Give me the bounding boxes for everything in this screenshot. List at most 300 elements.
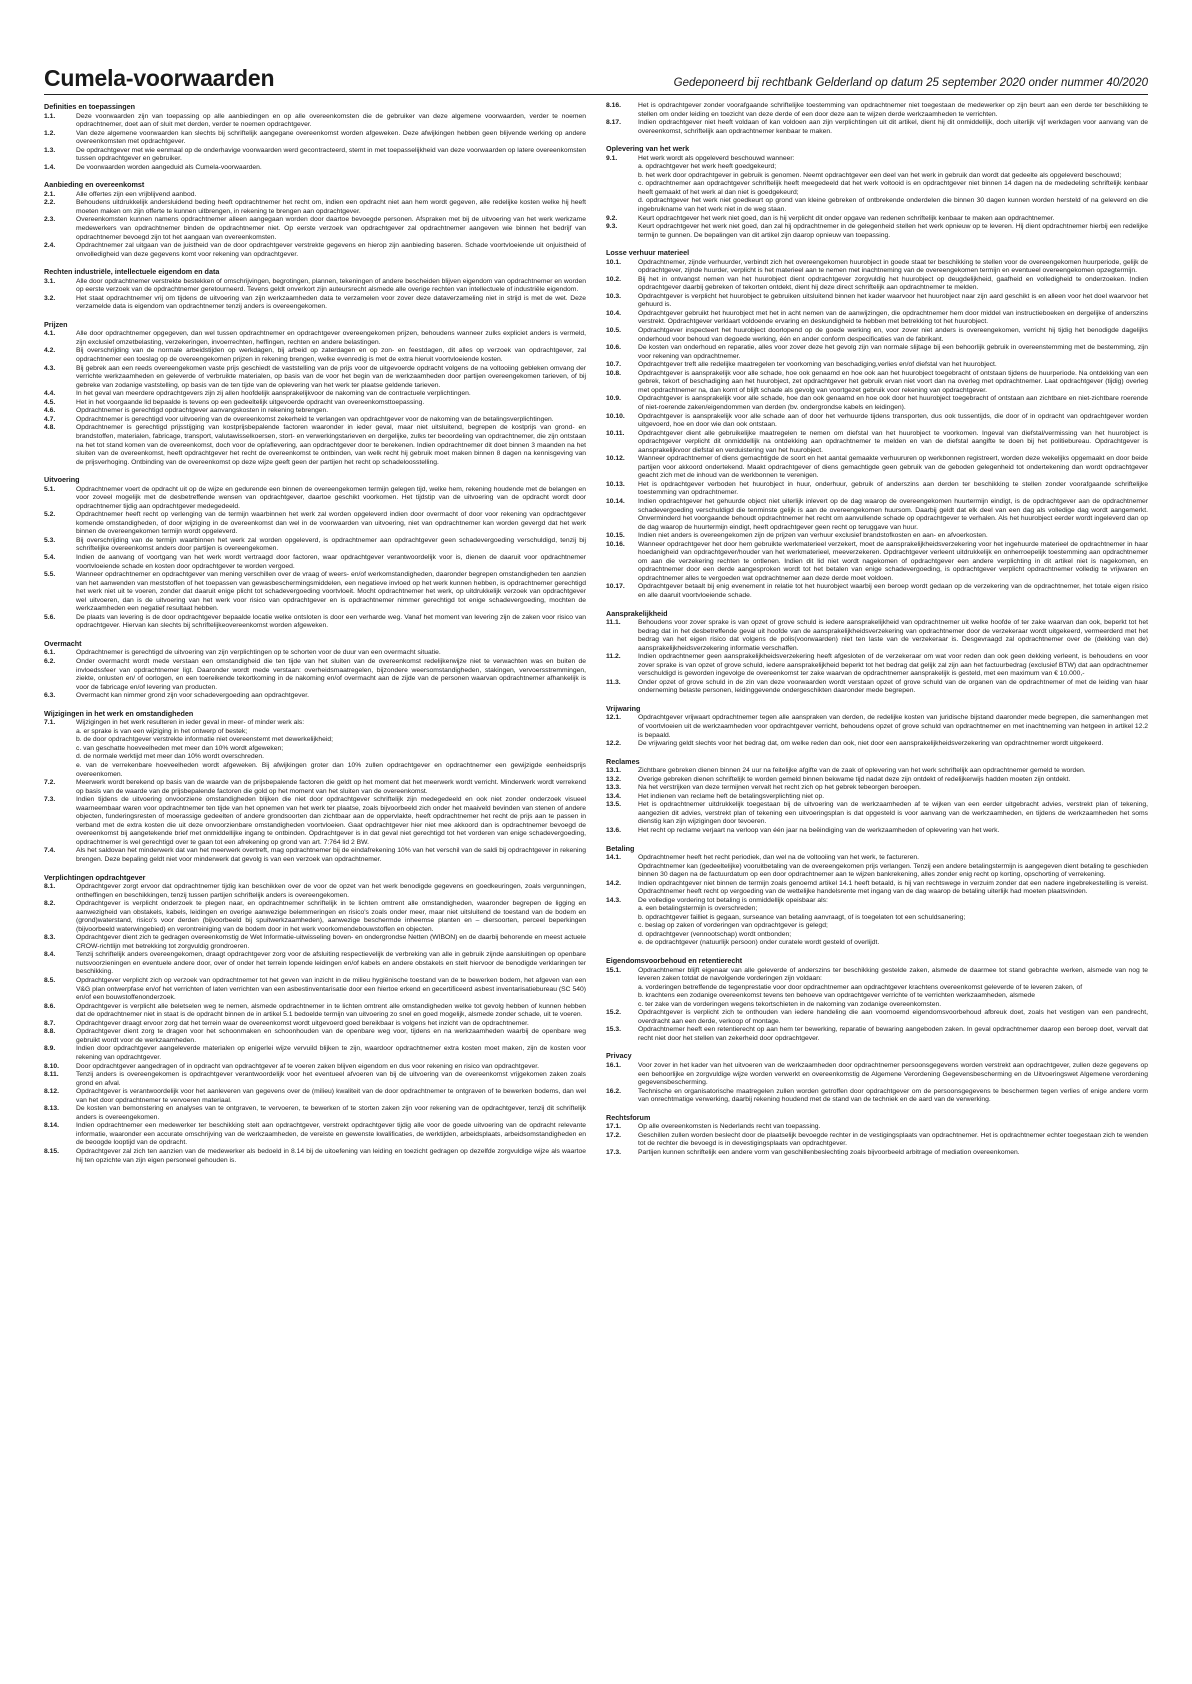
section bbox=[606, 956, 1148, 1043]
section bbox=[606, 102, 1148, 136]
article-number: 1.1. bbox=[44, 112, 56, 120]
article-number: 10.7. bbox=[606, 361, 622, 369]
article-number: 13.4. bbox=[606, 792, 622, 800]
article-body bbox=[76, 1045, 586, 1062]
article-body bbox=[638, 223, 1148, 240]
article-text: Opdrachtgever is verplicht zich te onthouden van iedere handeling die aan voornoemd eigendomsvoorbehoud afbreuk doet, zoals het vestigen van een pandrecht, overdracht aan een derde, verkoop of montage. bbox=[638, 1009, 1148, 1025]
article-text: Indien door opdrachtgever aangeleverde materialen op enigerlei wijze vervuild blijken te zijn, waardoor opdrachtnemer extra kosten moet maken, zijn de kosten voor rekening van opdrachtgever. bbox=[76, 1045, 586, 1061]
content-columns bbox=[44, 102, 1148, 1674]
article-text: Opdrachtgever gebruikt het huurobject met het in acht nemen van de aanwijzingen, die opdrachtnemer hem door middel van instructieboeken en dergelijke of anderszins verstrekt. Opdrachtgever verklaart voldoende ervaring en deskundigheid te hebben met betrekking tot het huurobject. bbox=[638, 309, 1148, 326]
article bbox=[606, 1088, 1148, 1105]
article bbox=[44, 424, 586, 467]
article-body bbox=[76, 390, 586, 399]
section-title: Wijzigingen in het werk en omstandigheden bbox=[44, 708, 194, 718]
article-number: 10.10. bbox=[606, 412, 625, 420]
article bbox=[606, 1149, 1148, 1158]
article-number: 8.11. bbox=[44, 1071, 59, 1079]
article-number: 4.6. bbox=[44, 407, 56, 415]
article-text: Meerwerk wordt berekend op basis van de waarde van de prijsbepalende factoren die geldt op het moment dat het meerwerk wordt verricht. Minderwerk wordt verrekend op basis van de waarde van de prijsbepalende factoren die gold op het moment van het sluiten van de overeenkomst. bbox=[76, 779, 586, 795]
section-title: Definities en toepassingen bbox=[44, 102, 136, 111]
article-text: Wanneer opdrachtgever het door hem gebruikte werkmaterieel verzekert, moet de aansprakelijkheidsverzekering voor het ingehuurde materieel de opdrachtnemer in haar hoedanigheid van opdrachtgever/houder van het werkmaterieel, meeverzekeren. Opdrachtgever verleent uitdrukkelijk en onherroepelijk toestemming aan opdrachtnemer om aan die verzekering rechten te ontlenen. Indien dit lid niet wordt nagekomen of opdrachtgever een andere verplichting in dit artikel niet is nagekomen, en opdrachtnemer door een derde aangesproken wordt tot het betalen van enige schadevergoeding, is opdrachtgever verplicht opdrachtnemer volledig te vrijwaren en opdrachtnemer alles te vergoeden wat opdrachtnemer aan deze derde moet voldoen. bbox=[638, 540, 1148, 582]
article-body bbox=[638, 276, 1148, 293]
article-text: Overeenkomsten kunnen namens opdrachtnemer alleen aangegaan worden door daartoe bevoegde personen. Afspraken met bij de uitvoering van het werk werkzame medewerkers van opdrachtnemer binden de opdrachtnemer niet. Op eerste verzoek van opdrachtgever zal opdrachtnemer aangeven wie binnen het bedrijf van opdrachtnemer bevoegd zijn tot het aangaan van overeenkomsten. bbox=[76, 216, 586, 241]
article-text: Behoudens voor zover sprake is van opzet of grove schuld is iedere aansprakelijkheid van opdrachtnemer uit welke hoofde of ter zake waarvan dan ook, beperkt tot het bedrag dat in het desbetreffende geval uit hoofde van de aansprakelijkheidsverzekering van opdrachtnemer door de verzekeraar wordt uitgekeerd, vermeerderd met het bedrag van het eigen risico dat volgens de polis(voorwaarden) niet ten laste van de verzekeraar is. Desgevraagd zal opdrachtnemer over de (dekking van de) aansprakelijkheidsverzekering informatie verschaffen. bbox=[638, 619, 1148, 652]
article bbox=[44, 537, 586, 554]
article bbox=[606, 854, 1148, 880]
article-number: 8.2. bbox=[44, 900, 56, 908]
article bbox=[44, 614, 586, 631]
article-body bbox=[638, 413, 1148, 430]
article-number: 17.1. bbox=[606, 1123, 622, 1131]
article-number: 8.8. bbox=[44, 1028, 56, 1036]
section bbox=[44, 639, 586, 701]
article-number: 13.6. bbox=[606, 826, 622, 834]
article bbox=[44, 216, 586, 242]
article-text: De voorwaarden worden aangeduid als Cumela-voorwaarden. bbox=[76, 163, 262, 171]
article bbox=[44, 1020, 586, 1029]
article-number: 9.1. bbox=[606, 154, 618, 162]
article-number: 10.14. bbox=[606, 497, 625, 505]
article-number: 8.4. bbox=[44, 951, 56, 959]
article-text: De plaats van levering is de door opdrachtgever bepaalde locatie welke ontsloten is door een verharde weg. Vanaf het moment van levering zijn de zaken voor risico van opdrachtgever. Hiervan kan slechts bij schriftelijkeovereenkomst worden afgeweken. bbox=[76, 613, 586, 630]
article-number: 5.5. bbox=[44, 571, 56, 579]
article-number: 2.3. bbox=[44, 216, 56, 224]
article bbox=[44, 1028, 586, 1045]
article-body bbox=[76, 537, 586, 554]
article-number: 7.1. bbox=[44, 719, 56, 727]
article bbox=[44, 658, 586, 692]
article-text: Het werk wordt als opgeleverd beschouwd wanneer: bbox=[638, 154, 795, 162]
article-number: 8.13. bbox=[44, 1105, 60, 1113]
article bbox=[606, 498, 1148, 532]
article bbox=[44, 847, 586, 864]
deposit-notice: Gedeponeerd bij rechtbank Gelderland op datum 25 september 2020 onder nummer 40/2020 bbox=[673, 77, 1148, 89]
article bbox=[44, 390, 586, 399]
article-text: In het geval van meerdere opdrachtgevers zijn zij allen hoofdelijk aansprakelijkvoor de nakoming van de contractuele verplichtingen. bbox=[76, 390, 471, 398]
article-number: 10.8. bbox=[606, 369, 622, 377]
section-title: Overmacht bbox=[44, 638, 82, 648]
article-number: 8.9. bbox=[44, 1045, 56, 1053]
section-title: Vrijwaring bbox=[606, 703, 641, 713]
article-body bbox=[76, 1063, 586, 1072]
article bbox=[44, 147, 586, 164]
article-number: 4.1. bbox=[44, 330, 56, 338]
article-body bbox=[76, 130, 586, 147]
article-body bbox=[76, 330, 586, 347]
article-number: 4.3. bbox=[44, 364, 56, 372]
article bbox=[606, 1009, 1148, 1026]
article-body bbox=[76, 511, 586, 537]
article-text: Opdrachtgever dient zich te gedragen overeenkomstig de Wet Informatie-uitwisseling boven- en ondergrondse Netten (WIBON) en de daarbij behorende en meest actuele CROW-richtlijn met betrekking tot zorgvuldig grondroeren. bbox=[76, 934, 586, 950]
article-number: 8.6. bbox=[44, 1002, 56, 1010]
article-body bbox=[638, 1132, 1148, 1149]
article bbox=[606, 827, 1148, 836]
article-text: Opdrachtgever dient zorg te dragen voor het schoonmaken en schoonhouden van de openbare weg voor, tijdens en na werkzaamheden waarbij de openbare weg gebruikt wordt voor de werkzaamheden. bbox=[76, 1028, 586, 1044]
section-title: Oplevering van het werk bbox=[606, 144, 690, 154]
article-subitem: d. opdrachtgever (vennootschap) wordt ontbonden; bbox=[638, 930, 792, 938]
section-title: Betaling bbox=[606, 843, 635, 853]
article-body bbox=[76, 1020, 586, 1029]
section-title: Uitvoering bbox=[44, 475, 80, 485]
article-number: 10.13. bbox=[606, 480, 625, 488]
article-text: Het indienen van reclame heft de betalingsverplichting niet op. bbox=[638, 792, 825, 800]
article bbox=[606, 679, 1148, 696]
article bbox=[606, 1123, 1148, 1132]
article-body bbox=[76, 199, 586, 216]
article-subitem: a. opdrachtgever het werk heeft goedgekeurd; bbox=[638, 163, 777, 171]
article bbox=[606, 653, 1148, 679]
article-number: 6.1. bbox=[44, 649, 56, 657]
article-text: Zichtbare gebreken dienen binnen 24 uur na feitelijke afgifte van de zaak of oplevering van het werk schriftelijk aan opdrachtnemer gemeld te worden. bbox=[638, 767, 1086, 775]
article-number: 5.3. bbox=[44, 536, 56, 544]
article bbox=[606, 776, 1148, 785]
article-text: Opdrachtnemer zal uitgaan van de juistheid van de door opdrachtgever verstrekte gegevens en hierop zijn aanbieding baseren. Schade voortvloeiende uit onjuistheid of onvolledigheid van deze gegevens komt voor rekening van opdrachtgever. bbox=[76, 242, 586, 258]
article-text: Opdrachtnemer blijft eigenaar van alle geleverde of anderszins ter beschikking gestelde zaken, alsmede de daarmee tot stand gebrachte werken, alsmede van nog te leveren zaken totdat de navolgende vorderingen zijn voldaan: bbox=[638, 966, 1148, 983]
article bbox=[44, 1122, 586, 1148]
article bbox=[606, 801, 1148, 827]
article-number: 8.12. bbox=[44, 1088, 60, 1096]
article-text: Indien tijdens de uitvoering onvoorziene omstandigheden blijken die niet door opdrachtgever schriftelijk zijn medegedeeld en ook niet zonder onderzoek visueel waarneembaar waren voor opdrachtnemer ten tijde van het opnemen van het werk ter plaatse, zoals bijvoorbeeld zich onder het maaiveld bevinden van stenen of andere objecten, funderingsresten of moerassige gedeelten of andere grondsoorten dan zichtbaar aan de oppervlakte, heeft opdrachtnemer het recht de prijs aan te passen in verband met de extra kosten die uit deze onvoorzienbare omstandigheden voortvloeien. Gaat opdrachtgever hier niet mee akkoord dan is opdrachtnemer bevoegd de overeenkomst bij aangetekende brief met onmiddellijke ingang te ontbinden. Opdrachtgever is in dat geval niet gerechtigd tot het vorderen van enige schadevergoeding, opdrachtnemer is wel gerechtigd over te gaan tot een afrekening op grond van art. 7:764 lid 2 BW. bbox=[76, 796, 586, 846]
article-text: Wanneer opdrachtnemer en opdrachtgever van mening verschillen over de vraag of weers- en/of werkomstandigheden, daaronder begrepen omstandigheden ten aanzien van het aanwenden van meststoffen of het toepassen van gewasbeschermingsmiddelen, een negatieve invloed op het werk kunnen hebben, is opdrachtnemer gerechtigd het werk niet uit te voeren, zonder dat daaruit enige plicht tot schadevergoeding voortvloeit. Mocht opdrachtnemer het werk, op uitdrukkelijk verzoek van opdrachtgever wel uitvoeren, dan is de uitvoering van het werk voor risico van opdrachtgever en is opdrachtnemer nimmer gerechtigd tot enige schadevergoeding, mochten de werkzaamheden een negatief resultaat hebben. bbox=[76, 571, 586, 613]
article bbox=[44, 977, 586, 1003]
article-number: 8.1. bbox=[44, 883, 56, 891]
article bbox=[44, 1071, 586, 1088]
article-body bbox=[76, 113, 586, 130]
section bbox=[44, 475, 586, 631]
article bbox=[44, 399, 586, 408]
article-text: Indien opdrachtnemer geen aansprakelijkheidsverzekering heeft afgesloten of de verzekeraar om wat voor reden dan ook geen dekking verleent, is behoudens en voor zover sprake is van opzet of grove schuld, iedere aansprakelijkheid beperkt tot het bedrag dat gelijk zal zijn aan het factuurbedrag (exclusief BTW) dat aan opdrachtnemer verschuldigd is geworden ingevolge de overeenkomst ter zake waarvan de opdrachtnemer aansprakelijk is gesteld, met een maximum van € 10.000,- bbox=[638, 653, 1148, 678]
column-left bbox=[44, 102, 586, 1674]
article-body bbox=[638, 327, 1148, 344]
article-number: 10.1. bbox=[606, 258, 622, 266]
article bbox=[606, 967, 1148, 1010]
article-number: 5.4. bbox=[44, 554, 56, 562]
article-text: Keurt opdrachtgever het werk niet goed, dan is hij verplicht dit onder opgave van redenen schriftelijk kenbaar te maken aan opdrachtnemer. bbox=[638, 214, 1055, 222]
article bbox=[606, 344, 1148, 361]
article-subitem: e. van de verrekenbare hoeveelheden wordt afgeweken. Bij afwijkingen groter dan 10% zullen opdrachtgever en opdrachtnemer een gewijzigde eenheidsprijs overeenkomen. bbox=[76, 761, 586, 778]
article bbox=[44, 365, 586, 391]
article-number: 1.2. bbox=[44, 129, 56, 137]
article-text: Opdrachtgever is aansprakelijk voor alle schade, hoe ook genaamd en hoe ook aan het huurobject toegebracht of ontstaan tijdens de huurperiode. Na ontdekking van een gebrek, tekort of beschadiging aan het huurobject, zet opdrachtgever het gebruik ervan niet voort dan na overleg met opdrachtnemer. Laat opdrachtgever (tijdig) overleg met opdrachtnemer na, dan komt of blijft schade als gevolg van voortgezet gebruik voor rekening van opdrachtgever. bbox=[638, 369, 1148, 394]
article bbox=[44, 1003, 586, 1020]
article-text: Als het saldovan het minderwerk dat van het meerwerk overtreft, mag opdrachtnemer bij de eindafrekening 10% van het verschil van de saldi bij opdrachtgever in rekening brengen. Deze bepaling geldt niet voor minderwerk dat gevolg is van een verzoek van opdrachtnemer. bbox=[76, 847, 586, 863]
article bbox=[606, 102, 1148, 119]
article-number: 17.2. bbox=[606, 1131, 622, 1139]
article bbox=[606, 784, 1148, 793]
article-text: Opdrachtgever draagt ervoor zorg dat het terrein waar de overeenkomst wordt uitgevoerd goed bereikbaar is volgens het inzicht van de opdrachtnemer. bbox=[76, 1019, 529, 1027]
article-text: Opdrachtgever is verantwoordelijk voor het aanleveren van gegevens over de (milieu) kwaliteit van de door opdrachtnemer te ontgraven of te bewerken bodems, dan wel van het door opdrachtnemer te vervoeren materiaal. bbox=[76, 1088, 586, 1104]
article-number: 14.3. bbox=[606, 896, 622, 904]
article bbox=[606, 714, 1148, 740]
article bbox=[44, 1045, 586, 1062]
article-text: Opdrachtgever betaalt bij enig evenement in relatie tot het huurobject waarbij een beroep wordt gedaan op de verzekering van de opdrachtnemer, het totale eigen risico en alle daaruit voortvloeiende schade. bbox=[638, 583, 1148, 599]
article-number: 10.9. bbox=[606, 395, 622, 403]
article-body bbox=[638, 1123, 1148, 1132]
article bbox=[606, 310, 1148, 327]
article-text: Behoudens uitdrukkelijk andersluidend beding heeft opdrachtnemer het recht om, indien een opdracht niet aan hem wordt gegeven, alle redelijke kosten welke hij heeft moeten maken om zijn offerte te kunnen uitbrengen, in rekening te brengen aan opdrachtgever. bbox=[76, 199, 586, 215]
article-text: Technische en organisatorische maatregelen zullen worden getroffen door opdrachtgever om de persoonsgegevens te beschermen tegen verlies of enige andere vorm van onrechtmatige verwerking, daarbij rekening houdend met de stand van de techniek en de aard van de verwerking. bbox=[638, 1087, 1148, 1104]
article-number: 10.15. bbox=[606, 532, 625, 540]
article-number: 16.1. bbox=[606, 1061, 622, 1069]
article-text: Tenzij schriftelijk anders overeengekomen, draagt opdrachtgever zorg voor de afsluiting respectievelijk de verbreking van alle in gebruik zijnde aansluitingen op openbare nutsvoorzieningen en eventuele andere door, over of onder het terrein lopende leidingen en/of kabels en andere obstakels en stelt hiervoor de benodigde verklaringen ter beschikking. bbox=[76, 951, 586, 976]
article-body bbox=[638, 880, 1148, 897]
article bbox=[606, 370, 1148, 396]
article-number: 10.16. bbox=[606, 540, 625, 548]
article-number: 13.2. bbox=[606, 775, 622, 783]
section-title: Privacy bbox=[606, 1051, 632, 1061]
article-number: 14.2. bbox=[606, 879, 622, 887]
article-text: Opdrachtgever vrijwaart opdrachtnemer tegen alle aanspraken van derden, de redelijke kosten van juridische bijstand daaronder mede begrepen, die samenhangen met of voortvloeien uit de werkzaamheden voor opdrachtgever verricht, behoudens opzet of grove schuld van opdrachtnemer en met inachtneming van hetgeen in artikel 12.2 is bepaald. bbox=[638, 714, 1148, 739]
article-number: 10.12. bbox=[606, 455, 625, 463]
article-number: 4.4. bbox=[44, 390, 56, 398]
article bbox=[606, 767, 1148, 776]
article bbox=[44, 900, 586, 934]
article-number: 9.3. bbox=[606, 223, 618, 231]
section-title: Aanbieding en overeenkomst bbox=[44, 180, 145, 190]
article-text: Bij overschrijding van de normale arbeidstijden op werkdagen, bij arbeid op zaterdagen en op zon- en feestdagen, dit alles op verzoek van opdrachtgever, zal opdrachtnemer een toeslag op de overeengekomen prijzen in rekening brengen, welke evenredig is met de extra hieruit voortvloeiende kosten. bbox=[76, 347, 586, 364]
article-body bbox=[638, 619, 1148, 653]
article-number: 3.1. bbox=[44, 277, 56, 285]
article-text: Alle door opdrachtnemer verstrekte bestekken of omschrijvingen, begrotingen, plannen, tekeningen of andere bescheiden blijven eigendom van opdrachtnemer en worden op eerste verzoek van de opdrachtnemer geretourneerd. Tevens geldt onverkort zijn auteursrecht alsmede alle overige rechten van intellectuele of industriële eigendom. bbox=[76, 277, 586, 294]
article-body bbox=[76, 779, 586, 796]
article-number: 7.3. bbox=[44, 796, 56, 804]
article-body bbox=[638, 102, 1148, 119]
article bbox=[606, 293, 1148, 310]
article-text: Opdrachtgever is verplicht onderzoek te plegen naar, en opdrachtnemer schriftelijk in te lichten omtrent alle omstandigheden, waaronder begrepen de ligging en aanwezigheid van obstakels, kabels, leidingen en overige aanwezige belemmeringen en risico's zoals onder meer, maar niet uitsluitend de toestand van de bodem en (grond)waterstand, risico's voor derden (bijvoorbeeld bij spuitwerkzaamheden), aanwezige beschermde inheemse planten en – diersoorten, perceel beperkingen (bijvoorbeeld waterwingebied) en verontreiniging van de bodem door in het werk voorkomendebouwstoffen en objecten. bbox=[76, 900, 586, 933]
article bbox=[44, 199, 586, 216]
article-number: 8.7. bbox=[44, 1019, 56, 1027]
article bbox=[44, 486, 586, 512]
article-text: Overmacht kan nimmer grond zijn voor schadevergoeding aan opdrachtgever. bbox=[76, 692, 310, 700]
article bbox=[606, 327, 1148, 344]
article-body bbox=[76, 295, 586, 312]
section-title: Eigendomsvoorbehoud en retentierecht bbox=[606, 956, 743, 966]
section bbox=[606, 704, 1148, 749]
article-body bbox=[638, 679, 1148, 696]
article-body bbox=[76, 1071, 586, 1088]
section bbox=[606, 1113, 1148, 1158]
article-body bbox=[76, 554, 586, 571]
article-body bbox=[638, 1009, 1148, 1026]
section-title: Verplichtingen opdrachtgever bbox=[44, 872, 146, 882]
article-body bbox=[76, 847, 586, 864]
article bbox=[44, 164, 586, 173]
page-header bbox=[44, 62, 1148, 95]
article-body bbox=[638, 1149, 1148, 1158]
article-number: 8.10. bbox=[44, 1062, 60, 1070]
article-body bbox=[638, 310, 1148, 327]
article-text: Opdrachtnemer is gerechtigd de uitvoering van zijn verplichtingen op te schorten voor de duur van een overmacht situatie. bbox=[76, 649, 441, 657]
article-text: Opdrachtgever is aansprakelijk voor alle schade aan of door het verhuurde tijdens transporten, dus ook tussentijds, die door of in opdracht van opdrachtgever worden uitgevoerd, hoe en door wie dan ook ontstaan. bbox=[638, 412, 1148, 429]
article-text: Alle offertes zijn een vrijblijvend aanbod. bbox=[76, 190, 197, 198]
article-text: Het recht op reclame verjaart na verloop van één jaar na beëindiging van de werkzaamheden of oplevering van het werk. bbox=[638, 826, 1000, 834]
article-body bbox=[76, 977, 586, 1003]
article-number: 10.11. bbox=[606, 429, 625, 437]
article-text: Opdrachtgever verplicht zich op verzoek van opdrachtnemer tot het geven van inzicht in de milieu hygiënische toestand van de te bewerken bodem, het afgeven van een V&G plan ontwerpfase en/of het verrichten of laten verrichten van een asbestinventarisatie door een hiertoe erkend en gecertificeerd asbest inventarisatiebureau (SC 540) en/of een bouwstoffenonderzoek. bbox=[76, 977, 586, 1002]
article-body bbox=[638, 119, 1148, 136]
article-text: Opdrachtgever inspecteert het huurobject doorlopend op de goede werking en, voor zover niet anders is overeengekomen, verricht hij tijdig het benodigde dagelijks onderhoud voor behoud van degoede werking, één en ander conform despecificaties van de fabrikant. bbox=[638, 327, 1148, 343]
article-number: 10.6. bbox=[606, 344, 622, 352]
article bbox=[606, 259, 1148, 276]
article bbox=[44, 1105, 586, 1122]
article bbox=[606, 793, 1148, 802]
article bbox=[606, 361, 1148, 370]
article-number: 4.7. bbox=[44, 415, 56, 423]
article-text: Indien opdrachtgever niet heeft voldaan of kan voldoen aan zijn verplichtingen uit dit artikel, dient hij dit onmiddellijk, doch uiterlijk vijf werkdagen voor aanvang van de overeenkomst, schriftelijk aan opdrachtnemer kenbaar te maken. bbox=[638, 119, 1148, 135]
article bbox=[44, 416, 586, 425]
article-body bbox=[76, 486, 586, 512]
article-text: Opdrachtnemer heeft een retentierecht op aan hem ter bewerking, reparatie of bewaring aangeboden zaken. In geval opdrachtnemer daarop een beroep doet, vervalt dat recht niet door het stellen van zekerheid door opdrachtgever. bbox=[638, 1026, 1148, 1042]
article-text: Het is opdrachtgever verboden het huurobject in huur, onderhuur, gebruik of anderszins aan derden ter beschikking te stellen zonder voorafgaande schriftelijke toestemming van opdrachtnemer. bbox=[638, 480, 1148, 497]
article-body bbox=[638, 767, 1148, 776]
article-number: 10.17. bbox=[606, 583, 625, 591]
article-text: Indien opdrachtnemer een medewerker ter beschikking stelt aan opdrachtgever, verstrekt opdrachtgever tijdig alle voor de goede uitvoering van de opdracht relevante informatie, waaronder een accurate omschrijving van de werkzaamheden, de vereiste en gewenste kwalificaties, de werktijden, arbeidsplaats, arbeidsomstandigheden en de beoogde looptijd van de opdracht. bbox=[76, 1122, 586, 1147]
article-number: 5.1. bbox=[44, 485, 56, 493]
article-body bbox=[638, 854, 1148, 880]
article-text: Onder opzet of grove schuld in de zin van deze voorwaarden wordt verstaan opzet of grove schuld van de organen van de opdrachtnemer of met de leiding van haar onderneming belaste personen, leidinggevende ondergeschikten daaronder mede begrepen. bbox=[638, 678, 1148, 695]
article-number: 7.2. bbox=[44, 779, 56, 787]
article-body bbox=[638, 801, 1148, 827]
article-body bbox=[76, 147, 586, 164]
article bbox=[44, 692, 586, 701]
article bbox=[44, 934, 586, 951]
article-body bbox=[76, 614, 586, 631]
article bbox=[606, 455, 1148, 481]
article-text: Opdrachtnemer, zijnde verhuurder, verbindt zich het overeengekomen huurobject in goede staat ter beschikking te stellen voor de overeengekomen huurperiode, gelijk de opdrachtgever, zijnde huurder, verplicht is het materieel aan te nemen met inachtneming van de overeengekomen termijn en eventueel overeengekomen opzegtermijn. bbox=[638, 258, 1148, 275]
article-number: 3.2. bbox=[44, 294, 56, 302]
article-subitem: c. opdrachtnemer aan opdrachtgever schriftelijk heeft meegedeeld dat het werk voltooid is en opdrachtgever niet binnen 14 dagen na de mededeling schriftelijk kenbaar heeft gemaakt of het werk al dan niet is goedgekeurd; bbox=[638, 180, 1148, 196]
article-subitem: a. er sprake is van een wijziging in het ontwerp of bestek; bbox=[76, 727, 248, 735]
article-body bbox=[76, 900, 586, 934]
article-text: Opdrachtgever zal zich ten aanzien van de medewerker als bedoeld in 8.14 bij de uitoefening van leiding en toezicht gedragen op dezelfde zorgvuldige wijze als waartoe hij ten opzichte van zijn eigen personeel gehouden is. bbox=[76, 1147, 586, 1164]
article bbox=[44, 719, 586, 779]
section-title: Losse verhuur materieel bbox=[606, 248, 690, 258]
article-text: Opdrachtgever zorgt ervoor dat opdrachtnemer tijdig kan beschikken over de voor de opzet van het werk benodigde gegevens en goedkeuringen, zoals vergunningen, ontheffingen en beschikkingen, tenzij tussen partijen schriftelijk anders is overeengekomen. bbox=[76, 883, 586, 899]
article-subitem: b. opdrachtgever failliet is gegaan, surseance van betaling aanvraagt, of is toegelaten tot een schuldsanering; bbox=[638, 913, 966, 921]
article-body bbox=[76, 649, 586, 658]
article-body bbox=[638, 259, 1148, 276]
article-body bbox=[638, 740, 1148, 749]
article-text: Opdrachtnemer is gerechtigd voor uitvoering van de overeenkomst zekerheid te verlangen van opdrachtgever voor de nakoming van de betalingsverplichtingen. bbox=[76, 415, 554, 423]
article-number: 4.2. bbox=[44, 347, 56, 355]
article-body bbox=[76, 242, 586, 259]
article bbox=[606, 541, 1148, 584]
article-body bbox=[638, 583, 1148, 600]
article-body bbox=[76, 1105, 586, 1122]
article-number: 5.2. bbox=[44, 511, 56, 519]
article-number: 10.2. bbox=[606, 275, 622, 283]
article-text: Door opdrachtgever aangedragen of in opdracht van opdrachtgever af te voeren zaken blijven eigendom en dus voor rekening en risico van opdrachtgever. bbox=[76, 1062, 540, 1070]
article bbox=[44, 242, 586, 259]
article-body bbox=[638, 776, 1148, 785]
section bbox=[606, 609, 1148, 696]
article bbox=[606, 430, 1148, 456]
article-body bbox=[76, 951, 586, 977]
article-subitem: a. een betalingstermijn is overschreden; bbox=[638, 905, 758, 913]
article bbox=[606, 1132, 1148, 1149]
article-text: De kosten van bemonstering en analyses van te ontgraven, te vervoeren, te bewerken of te storten zaken zijn voor rekening van de opdrachtgever, tenzij dit schriftelijk anders is overeengekomen. bbox=[76, 1105, 586, 1121]
article-body bbox=[76, 416, 586, 425]
article-text: Bij gebrek aan een reeds overeengekomen vaste prijs geschiedt de vaststelling van de prijs voor de uitgevoerde opdracht volgens de na voltooiing gebleken omvang der verrichte werkzaamheden en geleverde of verbruikte materialen, op basis van de voor het begin van de werkzaamheden door partijen overeengekomen tarieven, of bij gebreke van zodanige vaststelling, op basis van de ten tijde van de oplevering van het werk ter plaatse geldende tarieven. bbox=[76, 364, 586, 389]
article-number: 8.15. bbox=[44, 1147, 60, 1155]
article-subitem: e. de opdrachtgever (natuurlijk persoon) onder curatele wordt gesteld of overlijdt. bbox=[638, 939, 880, 947]
article-body bbox=[76, 347, 586, 364]
article-number: 9.2. bbox=[606, 214, 618, 222]
article-text: Het staat opdrachtnemer vrij om tijdens de uitvoering van zijn werkzaamheden data te verzamelen voor zover deze dataverzameling niet in strijd is met de wet. Deze verzamelde data is eigendom van opdrachtnemer tenzij anders is overeengekomen. bbox=[76, 294, 586, 311]
article bbox=[44, 191, 586, 200]
article-number: 8.14. bbox=[44, 1122, 60, 1130]
article-body bbox=[76, 883, 586, 900]
article-text: Na het verstrijken van deze termijnen vervalt het recht zich op het gebrek tebeorgen beroepen. bbox=[638, 784, 921, 792]
article-number: 15.1. bbox=[606, 966, 622, 974]
article-body bbox=[76, 365, 586, 391]
article bbox=[44, 511, 586, 537]
article-subitem: b. de door opdrachtgever verstrekte informatie niet overeenstemt met dewerkelijkheid; bbox=[76, 736, 334, 744]
article-text: Voor zover in het kader van het uitvoeren van de werkzaamheden door opdrachtnemer persoonsgegevens worden verstrekt aan opdrachtgever, zullen deze gegevens op een behoorlijke en zorgvuldige wijze worden verwerkt en overeenkomstig de Algemene Verordening Gegevensbescherming en de Uitvoeringswet Algemene verordening gegevensbescherming. bbox=[638, 1061, 1148, 1087]
article bbox=[606, 897, 1148, 948]
article-body bbox=[638, 1026, 1148, 1043]
article-text: Het is opdrachtnemer uitdrukkelijk toegestaan bij de uitvoering van de werkzaamheden af te wijken van een eerder uitgebracht advies, verstrekt plan of tekening, aangezien dit advies, verstrekt plan of tekening een uitvoeringsplan is dat opgesteld is voor aanvang van de werkzaamheden, en tijdens de werkzaamheden het soms dienstig kan zijn wijzigingen door tevoeren. bbox=[638, 801, 1148, 826]
article bbox=[44, 796, 586, 847]
article-number: 10.5. bbox=[606, 327, 622, 335]
article bbox=[44, 1063, 586, 1072]
article-body bbox=[76, 1148, 586, 1165]
section bbox=[44, 873, 586, 1166]
article-text: Overige gebreken dienen schriftelijk te worden gemeld binnen bekwame tijd nadat deze zijn ontdekt of redelijkerwijs hadden moeten zijn ontdekt. bbox=[638, 775, 1071, 783]
article-number: 6.3. bbox=[44, 692, 56, 700]
article-subitem: d. opdrachtgever het werk niet goedkeurt op grond van kleine gebreken of ontbrekende onderdelen die binnen 30 dagen kunnen worden hersteld of na geleverd en die ingebruikname van het werk niet in de weg staan. bbox=[638, 197, 1148, 213]
article-body bbox=[76, 1003, 586, 1020]
article bbox=[44, 113, 586, 130]
article bbox=[44, 407, 586, 416]
article-body bbox=[76, 399, 586, 408]
article-body bbox=[76, 216, 586, 242]
section bbox=[606, 757, 1148, 836]
article-text: Opdrachtnemer heeft het recht periodiek, dan wel na de voltooiing van het werk, te factureren. bbox=[638, 854, 920, 862]
article-body bbox=[76, 407, 586, 416]
section bbox=[44, 102, 586, 172]
section bbox=[44, 267, 586, 312]
article-body bbox=[638, 714, 1148, 740]
article-text: De volledige vordering tot betaling is onmiddellijk opeisbaar als: bbox=[638, 896, 828, 904]
article-body bbox=[638, 532, 1148, 541]
article bbox=[44, 1148, 586, 1165]
article-number: 13.5. bbox=[606, 801, 622, 809]
column-right bbox=[606, 102, 1148, 1674]
article-number: 6.2. bbox=[44, 657, 56, 665]
article-text: Wanneer opdrachtnemer of diens gemachtigde de soort en het aantal gemaakte verhuururen op werkbonnen registreert, worden deze wekelijks opgemaakt en door beide partijen voor akkoord ondertekend. Maakt opdrachtgever of diens gemachtigde geen gebruik van de geboden gelegenheid tot ondertekening dan wordt opdrachtgever geacht zich met de inhoud van de werkbonnen te verenigen. bbox=[638, 455, 1148, 480]
article-text: Opdrachtnemer heeft recht op verlenging van de termijn waarbinnen het werk zal worden opgeleverd indien door overmacht of door voor rekening van opdrachtgever komende omstandigheden, of door wijziging in de overeenkomst dan wel in de voorwaarden van uitvoering, niet van opdrachtnemer kan worden gevergd dat het werk binnen de overeengekomen termijn wordt opgeleverd. bbox=[76, 511, 586, 536]
article bbox=[606, 223, 1148, 240]
article-text: Indien opdrachtgever het gehuurde object niet uiterlijk inlevert op de dag waarop de overeengekomen huurtermijn eindigt, is de opdrachtgever aan de opdrachtnemer schadevergoeding verschuldigd die tenminste gelijk is aan de overeengekomen huursom. Daarbij geldt dat elk deel van een dag als volledige dag wordt aangemerkt. Onverminderd het voorgaande behoudt opdrachtnemer het recht om aanvullende schade op opdrachtgever te verhalen. Als het huurobject eerder wordt ingeleverd dan op de dag waarop de huurtermijn eindigt, heeft opdrachtgever geen recht op teruggave van huur. bbox=[638, 497, 1148, 531]
section bbox=[44, 320, 586, 467]
article-text: Opdrachtgever is verplicht alle beletselen weg te nemen, alsmede opdrachtnemer in te lichten omtrent alle omstandigheden welke tot gevolg hebben of kunnen hebben dat de opdrachtnemer niet in staat is de opdracht binnen de in artikel 5.1 bedoelde termijn van uitvoering zo snel en goed mogelijk, alsmede zonder schade, uit te voeren. bbox=[76, 1002, 586, 1019]
article-body bbox=[638, 1088, 1148, 1105]
article-text: Geschillen zullen worden beslecht door de plaatselijk bevoegde rechter in de vestigingsplaats van opdrachtnemer. Het is opdrachtnemer echter toegestaan zich te wenden tot de rechter die bevoegd is in devestigingsplaats van opdrachtgever. bbox=[638, 1131, 1148, 1148]
article-body bbox=[638, 793, 1148, 802]
article-text: Opdrachtgever dient alle gebruikelijke maatregelen te nemen om diefstal van het huurobject te voorkomen. Ingeval van diefstal/vermissing van het huurobject is opdrachtgever verplicht dit onmiddellijk na ontdekking aan opdrachtnemer te melden en van de diefstal aangifte te doen bij het politiebureau. Opdrachtgever is aansprakelijkvoor diefstal en verduistering van het huurobject. bbox=[638, 429, 1148, 454]
article bbox=[44, 649, 586, 658]
article-number: 7.4. bbox=[44, 847, 56, 855]
article-number: 8.3. bbox=[44, 934, 56, 942]
section-title: Aansprakelijkheid bbox=[606, 608, 668, 618]
article-body bbox=[638, 498, 1148, 532]
article-number: 8.16. bbox=[606, 102, 622, 109]
section-title: Reclames bbox=[606, 756, 640, 766]
article bbox=[606, 413, 1148, 430]
article-subitem: b. het werk door opdrachtgever in gebruik is genomen. Neemt opdrachtgever een deel van het werk in gebruik dan wordt dat gedeelte als opgeleverd beschouwd; bbox=[638, 171, 1122, 179]
article-text: Indien niet anders is overeengekomen zijn de prijzen van verhuur exclusief brandstofkosten en aan- en afvoerkosten. bbox=[638, 532, 988, 540]
